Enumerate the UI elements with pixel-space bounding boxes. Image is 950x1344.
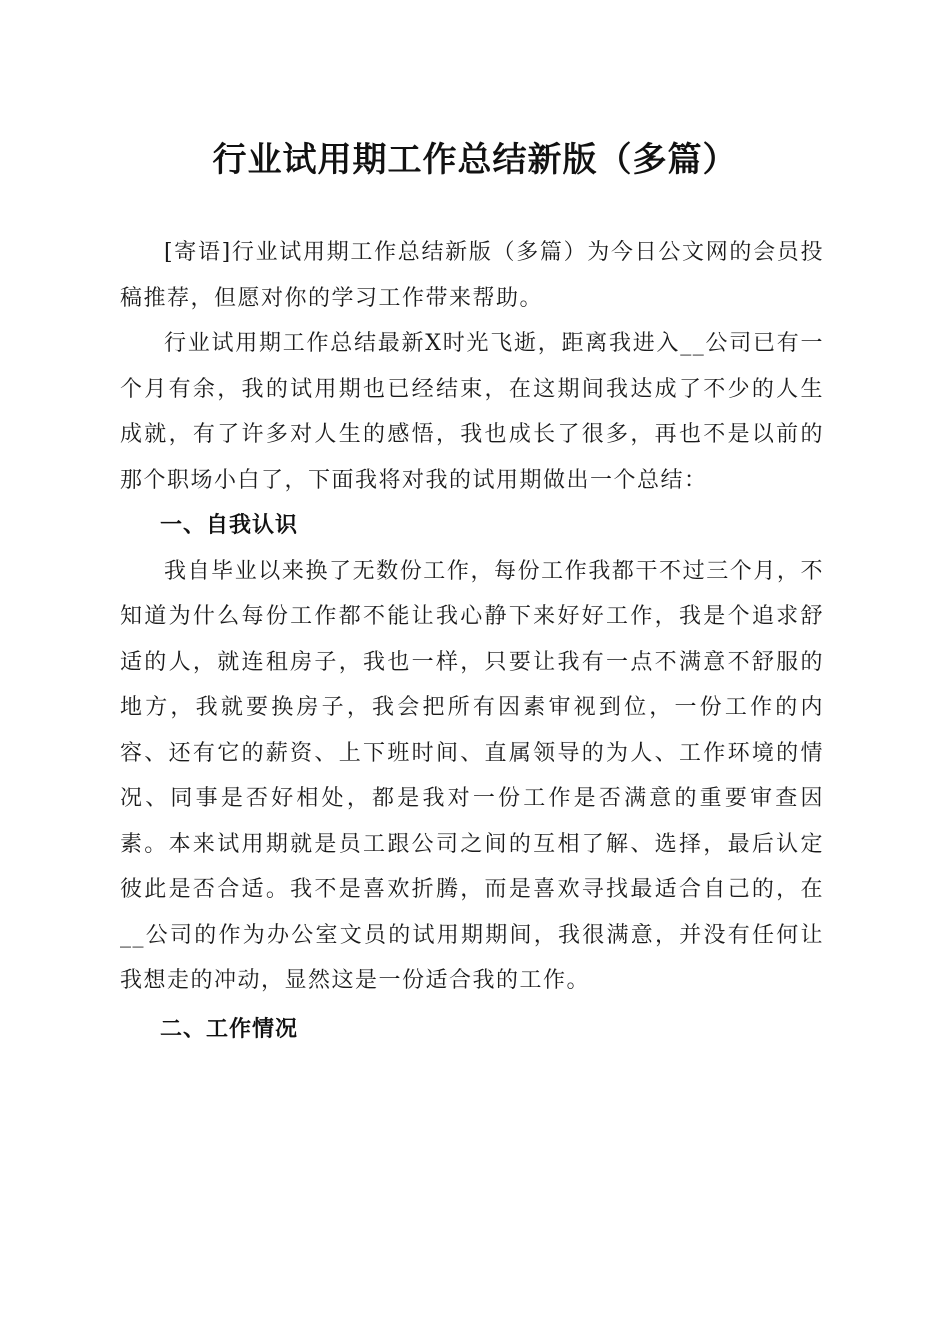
self-awareness-paragraph: 我自毕业以来换了无数份工作，每份工作我都干不过三个月，不知道为什么每份工作都不能让我心静下来好好工作，我是个追求舒适的人，就连租房子，我也一样，只要让我有一点不满意不舒服的地方，我就要换房子，我会把所有因素审视到位，一份工作的内容、还有它的薪资、上下班时间、直属领导的为人、工作环境的情况、同事是否好相处，都是我对一份工作是否满意的重要审查因素。本来试用期就是员工跟公司之间的互相了解、选择，最后认定彼此是否合适。我不是喜欢折腾，而是喜欢寻找最适合自己的，在__公司的作为办公室文员的试用期期间，我很满意，并没有任何让我想走的冲动，显然这是一份适合我的工作。 [120,558,824,993]
section-heading-self-awareness: 一、自我认识 [160,513,299,538]
intro-paragraph: [寄语]行业试用期工作总结新版（多篇）为今日公文网的会员投稿推荐，但愿对你的学习工作带来帮助。 [120,240,824,311]
section-heading-work-situation: 二、工作情况 [160,1016,299,1042]
opening-paragraph: 行业试用期工作总结最新X时光飞逝，距离我进入__公司已有一个月有余，我的试用期也已经结束，在这期间我达成了不少的人生成就，有了许多对人生的感悟，我也成长了很多，再也不是以前的那个职场小白了，下面我将对我的试用期做出一个总结： [120,331,824,493]
document-body [120,230,824,1052]
document-title: 行业试用期工作总结新版（多篇） [212,140,738,180]
